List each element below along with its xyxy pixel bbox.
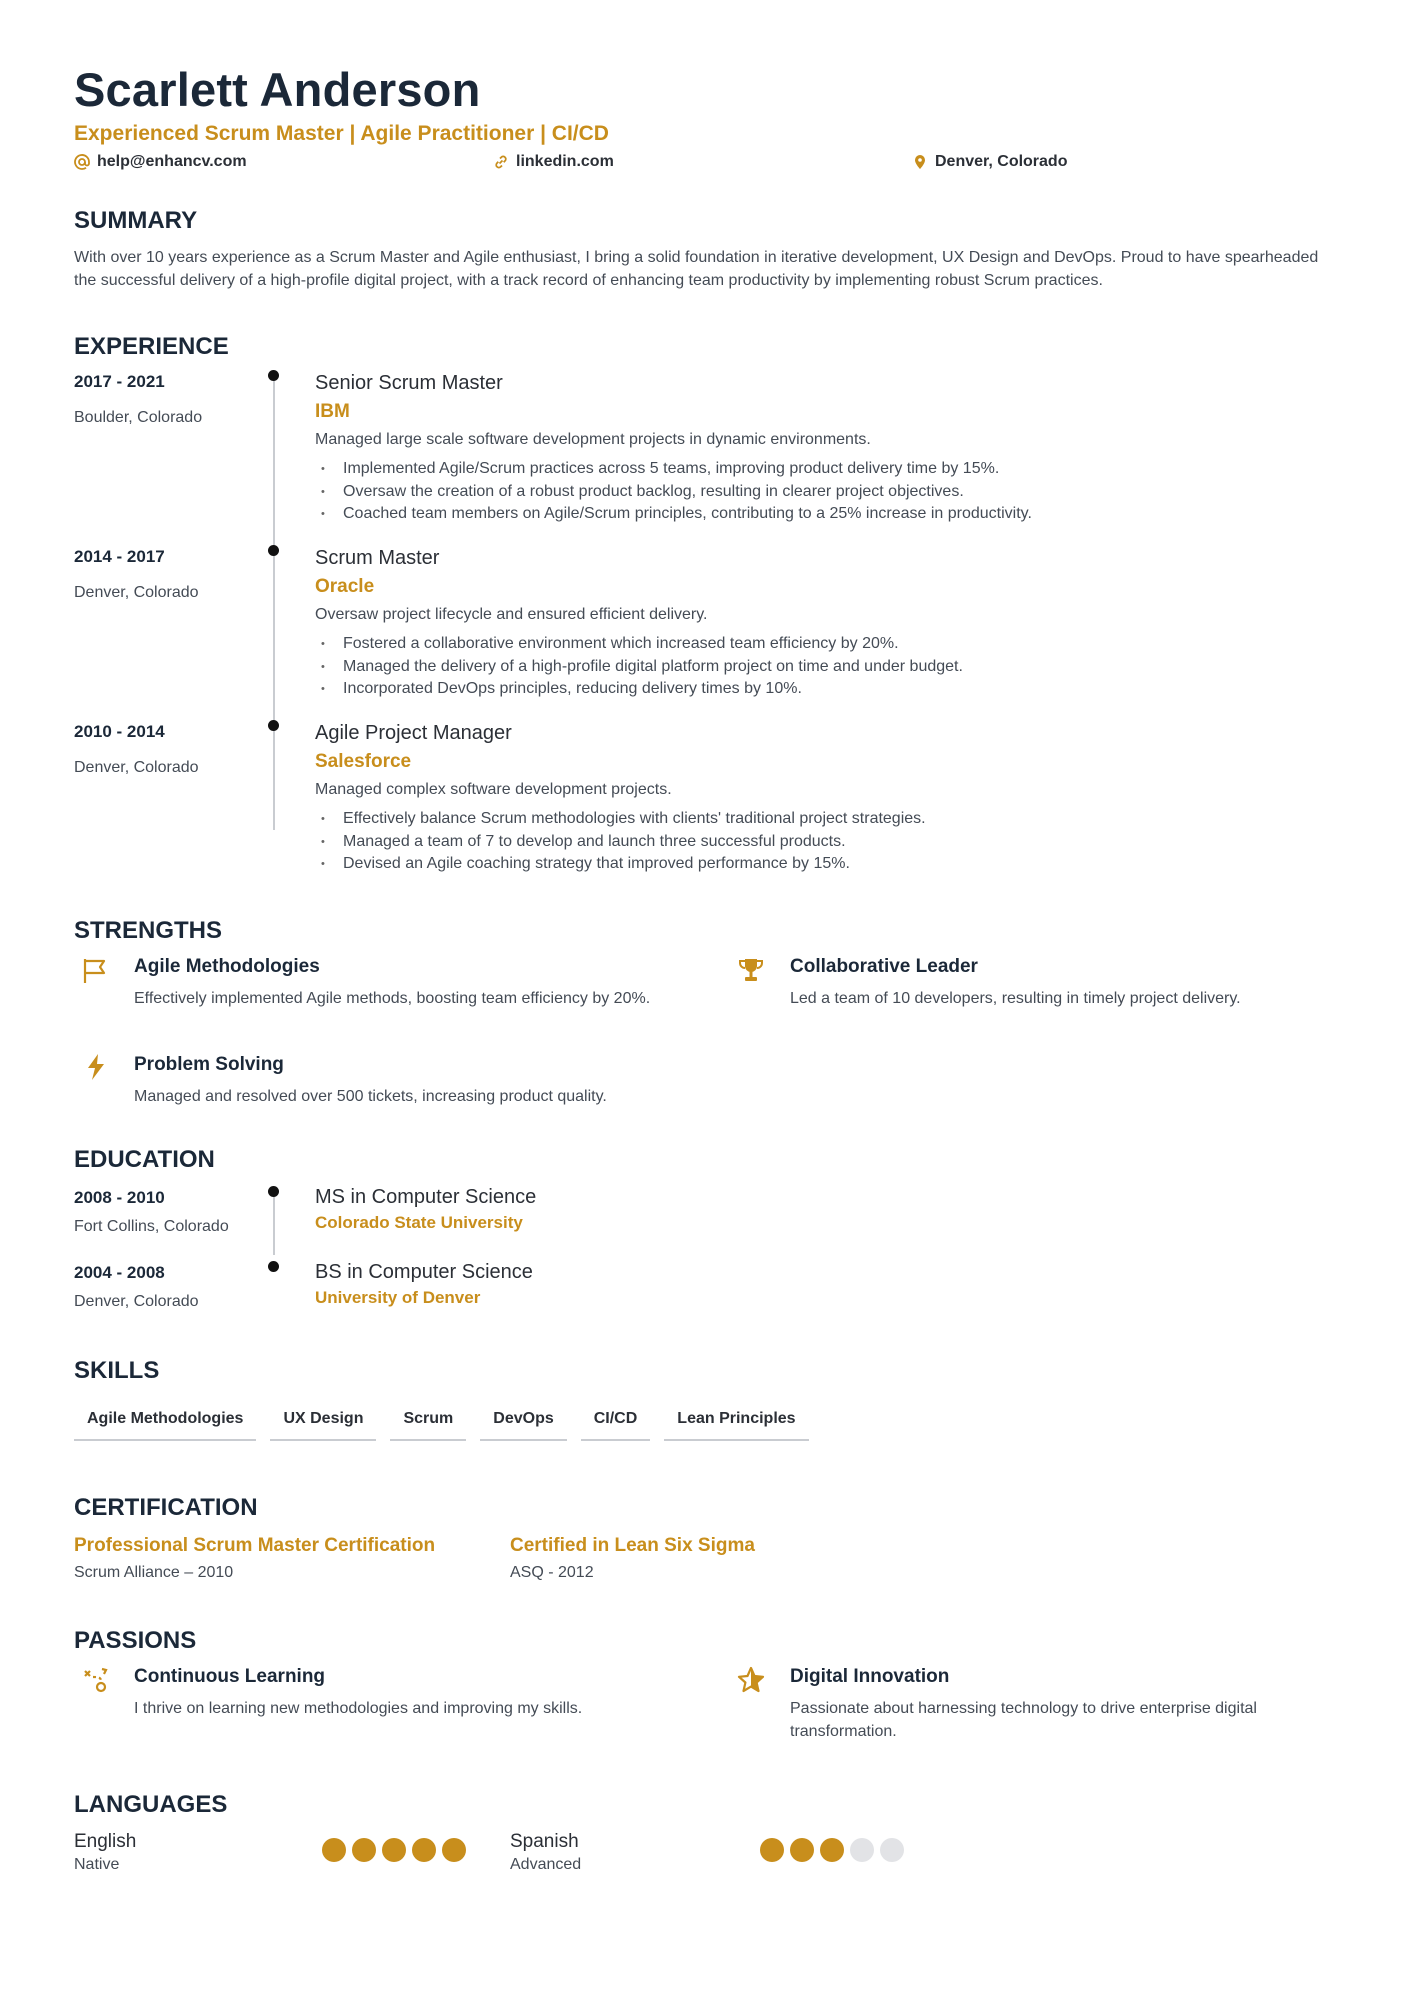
job-company: IBM [315,401,350,422]
education-degree: MS in Computer Science [315,1186,537,1208]
education-school: Colorado State University [315,1213,523,1232]
job-bullet: • Incorporated DevOps principles, reducing delivery times by 10%. [315,678,963,701]
lightning-icon [81,1052,111,1082]
passion-title: Continuous Learning [134,1666,326,1687]
passion-description: Passionate about harnessing technology to drive enterprise digital transformation. [790,1700,1257,1740]
strength-description: Managed and resolved over 500 tickets, increasing product quality. [134,1088,607,1105]
education-heading: EDUCATION [74,1146,215,1173]
certification-title: Certified in Lean Six Sigma [510,1535,755,1556]
job-dates: 2014 - 2017 [74,547,165,566]
skills-heading: SKILLS [74,1357,160,1384]
email-text: help@enhancv.com [97,153,247,170]
job-company: Salesforce [315,751,412,772]
language-name: Spanish [510,1831,579,1852]
rating-dot-filled [382,1838,406,1862]
skill-tag: Lean Principles [664,1407,808,1441]
certification-issuer: Scrum Alliance – 2010 [74,1564,234,1581]
passion-description: I thrive on learning new methodologies and improving my skills. [134,1700,583,1717]
certification-heading: CERTIFICATION [74,1494,258,1521]
language-name: English [74,1831,137,1852]
job-bullet: • Coached team members on Agile/Scrum principles, contributing to a 25% increase in productivity. [315,503,1032,526]
star-icon [736,1665,766,1695]
job-title: Scrum Master [315,547,440,569]
rating-dot-empty [850,1838,874,1862]
skill-tag: CI/CD [581,1407,651,1441]
at-icon [74,154,90,170]
rating-dot-filled [442,1838,466,1862]
education-dates: 2008 - 2010 [74,1188,165,1207]
strength-title: Agile Methodologies [134,956,320,977]
job-bullets [315,633,963,701]
summary-heading: SUMMARY [74,207,198,234]
candidate-name: Scarlett Anderson [74,63,481,116]
location-text: Denver, Colorado [935,153,1068,170]
rating-dot-filled [322,1838,346,1862]
job-description: Managed complex software development projects. [315,781,672,798]
strength-description: Effectively implemented Agile methods, boosting team efficiency by 20%. [134,990,651,1007]
rating-dot-filled [790,1838,814,1862]
rating-dot-filled [820,1838,844,1862]
skill-tag: DevOps [480,1407,566,1441]
timeline-dot [268,1186,279,1197]
headline: Experienced Scrum Master | Agile Practitioner | CI/CD [74,122,609,145]
job-location: Boulder, Colorado [74,409,203,426]
rating-dot-filled [352,1838,376,1862]
job-bullet: • Devised an Agile coaching strategy that improved performance by 15%. [315,853,926,876]
job-bullets [315,458,1032,526]
experience-timeline [273,375,275,830]
job-bullet: • Implemented Agile/Scrum practices across 5 teams, improving product delivery time by 15%. [315,458,1032,481]
rating-dot-empty [880,1838,904,1862]
skills-list [74,1407,809,1441]
path-icon [81,1665,111,1695]
languages-heading: LANGUAGES [74,1791,228,1818]
job-title: Senior Scrum Master [315,372,503,394]
link-icon [493,154,509,170]
job-bullet: • Oversaw the creation of a robust product backlog, resulting in clearer project objectives. [315,481,1032,504]
certification-title: Professional Scrum Master Certification [74,1535,436,1556]
job-description: Managed large scale software development projects in dynamic environments. [315,431,871,448]
job-location: Denver, Colorado [74,584,199,601]
flag-icon [81,955,111,985]
education-location: Fort Collins, Colorado [74,1218,229,1235]
job-location: Denver, Colorado [74,759,199,776]
skill-tag: Scrum [390,1407,466,1441]
education-dates: 2004 - 2008 [74,1263,165,1282]
education-school: University of Denver [315,1288,481,1307]
education-location: Denver, Colorado [74,1293,199,1310]
education-timeline [273,1190,275,1255]
rating-dot-filled [760,1838,784,1862]
timeline-dot [268,370,279,381]
timeline-dot [268,1261,279,1272]
job-bullet: • Effectively balance Scrum methodologies with clients' traditional project strategies. [315,808,926,831]
certification-issuer: ASQ - 2012 [510,1564,594,1581]
skill-tag: UX Design [270,1407,376,1441]
skill-tag: Agile Methodologies [74,1407,256,1441]
job-dates: 2010 - 2014 [74,722,165,741]
strength-title: Collaborative Leader [790,956,978,977]
language-rating [760,1838,904,1862]
language-rating [322,1838,466,1862]
language-level: Advanced [510,1856,582,1873]
location-pin-icon [912,154,928,170]
strength-description: Led a team of 10 developers, resulting in timely project delivery. [790,990,1241,1007]
strengths-heading: STRENGTHS [74,917,223,944]
contact-location [912,153,1067,171]
passion-title: Digital Innovation [790,1666,950,1687]
job-company: Oracle [315,576,375,597]
contact-linkedin[interactable] [493,153,614,171]
job-bullets [315,808,926,876]
education-degree: BS in Computer Science [315,1261,533,1283]
timeline-dot [268,720,279,731]
summary-text: With over 10 years experience as a Scrum Master and Agile enthusiast, I bring a solid foundation in iterative development, UX Design and DevOps. Proud to have spearheaded the successful delivery of a high-profile digital project, with a track record of enhancing team productivity by implementing robust Scrum practices. [74,249,1319,289]
job-bullet: • Fostered a collaborative environment which increased team efficiency by 20%. [315,633,963,656]
job-bullet: • Managed the delivery of a high-profile digital platform project on time and under budget. [315,656,963,679]
passions-heading: PASSIONS [74,1627,197,1654]
linkedin-text: linkedin.com [516,153,614,170]
timeline-dot [268,545,279,556]
job-title: Agile Project Manager [315,722,512,744]
job-description: Oversaw project lifecycle and ensured efficient delivery. [315,606,708,623]
trophy-icon [736,955,766,985]
contact-email[interactable] [74,153,247,171]
experience-heading: EXPERIENCE [74,333,229,360]
language-level: Native [74,1856,120,1873]
job-bullet: • Managed a team of 7 to develop and launch three successful products. [315,831,926,854]
rating-dot-filled [412,1838,436,1862]
job-dates: 2017 - 2021 [74,372,165,391]
strength-title: Problem Solving [134,1054,284,1075]
